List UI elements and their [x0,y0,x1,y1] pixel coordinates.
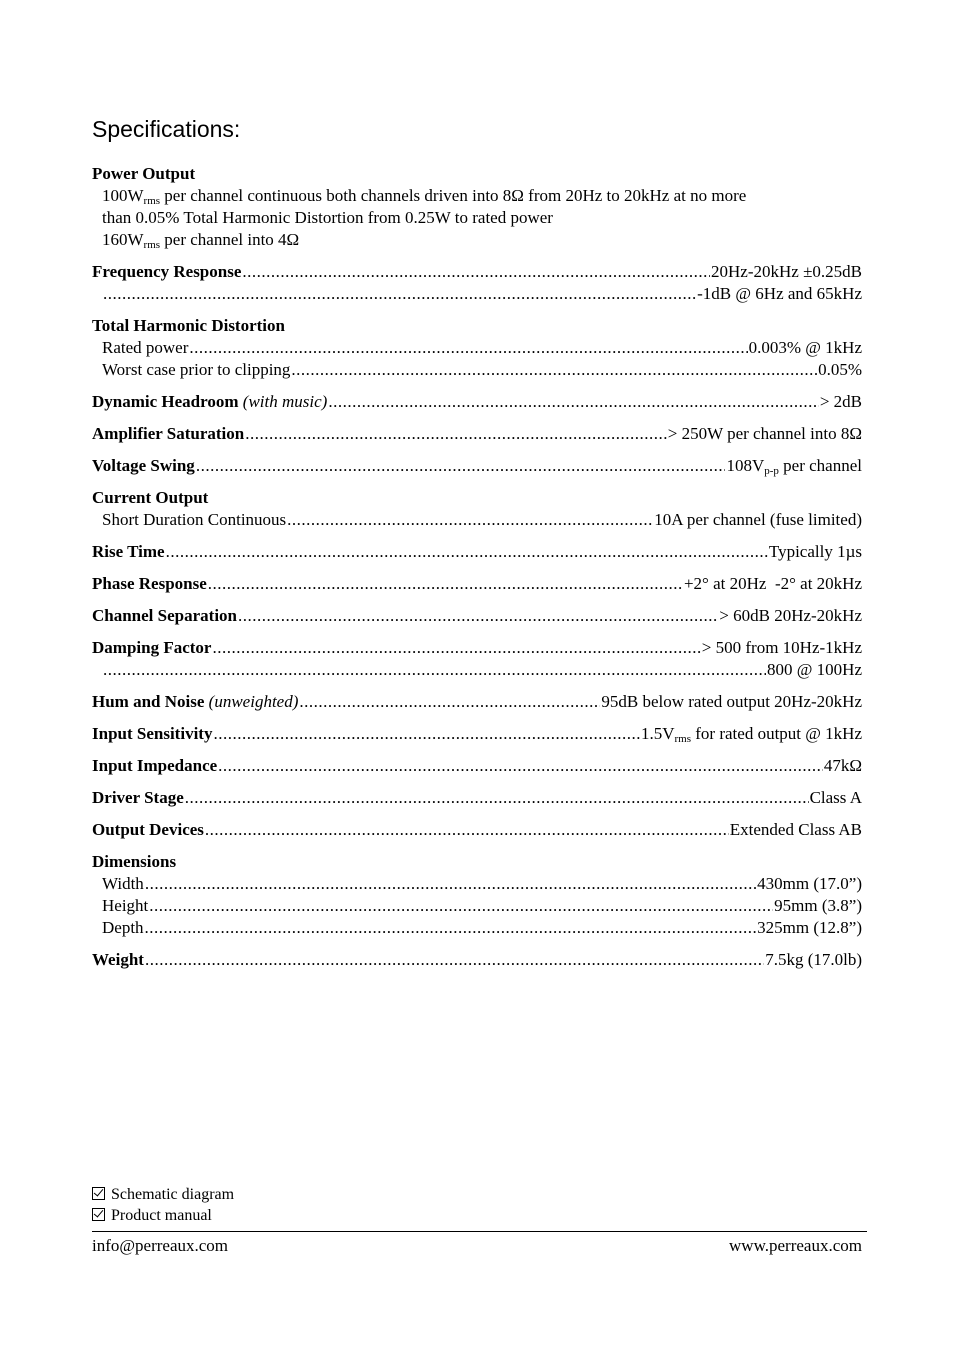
spec-label: Channel Separation [92,606,237,625]
spec-output-devices [92,819,862,841]
spec-label: Phase Response [92,574,207,593]
spec-label: Height [102,896,149,915]
spec-row [92,261,862,283]
spec-value: 47kΩ [823,756,862,775]
leader-dots [196,455,726,477]
subscript: rms [674,733,692,745]
spec-label: Voltage Swing [92,456,195,475]
spec-channel-separation [92,605,862,627]
check-item [92,1205,234,1226]
spec-label: Dynamic Headroom [92,392,239,411]
leader-dots [145,949,764,971]
subscript: p-p [764,465,779,477]
spec-row [92,895,862,917]
spec-label: Driver Stage [92,788,184,807]
spec-value: 325mm (12.8”) [757,918,862,937]
spec-row [92,359,862,381]
leader-dots [238,605,718,627]
spec-value: 0.05% [818,360,862,379]
leader-dots [189,337,747,359]
spec-thd [92,315,862,381]
spec-label: Rise Time [92,542,165,561]
spec-power-output [92,163,862,251]
spec-current-output [92,487,862,531]
checked-box-icon [92,1187,105,1200]
leader-dots [145,873,756,895]
check-item-label: Product manual [111,1207,212,1224]
spec-value: 10A per channel (fuse limited) [654,510,862,529]
spec-rise-time [92,541,862,563]
spec-row [92,283,862,305]
footer-divider [92,1231,867,1232]
page-title: Specifications: [92,116,241,142]
subscript: rms [143,195,161,207]
spec-label: Frequency Response [92,262,242,281]
leader-dots [245,423,667,445]
spec-damping-factor [92,637,862,681]
check-item [92,1184,234,1205]
spec-label: Amplifier Saturation [92,424,245,443]
spec-text-part: per channel continuous both channels driven into 8Ω from 20Hz to 20kHz at no more [160,186,747,205]
spec-row [92,819,862,841]
spec-row [92,337,862,359]
spec-label: Hum and Noise [92,692,205,711]
leader-dots [287,509,653,531]
spec-heading: Total Harmonic Distortion [92,316,285,335]
spec-label: Short Duration Continuous [102,510,287,529]
spec-phase-response [92,573,862,595]
checked-box-icon [92,1208,105,1221]
spec-row [92,873,862,895]
spec-input-impedance [92,755,862,777]
spec-row [92,637,862,659]
leader-dots [208,573,683,595]
spec-frequency-response [92,261,862,305]
spec-text-part: per channel into 4Ω [160,230,300,249]
leader-dots [149,895,773,917]
spec-label: Worst case prior to clipping [102,360,291,379]
leader-dots [103,283,696,305]
spec-text [92,185,862,207]
leader-dots [205,819,729,841]
spec-value: Extended Class AB [729,820,862,839]
spec-value-part: per channel [778,456,862,475]
spec-text: than 0.05% Total Harmonic Distortion from 0.25W to rated power [102,208,553,227]
spec-value: Class A [809,788,862,807]
spec-row [92,917,862,939]
spec-value [726,455,862,477]
check-item-label: Schematic diagram [111,1186,235,1203]
leader-dots [166,541,768,563]
footer-website[interactable]: www.perreaux.com [729,1236,862,1255]
leader-dots [299,691,600,713]
spec-row [92,755,862,777]
spec-hum-noise [92,691,862,713]
leader-dots [218,755,823,777]
footer [92,1236,862,1256]
spec-amplifier-saturation [92,423,862,445]
spec-row [92,949,862,971]
spec-text [92,229,862,251]
spec-text-part: 100W [102,186,144,205]
spec-note: (with music) [242,392,328,411]
spec-input-sensitivity [92,723,862,745]
spec-value: 7.5kg (17.0lb) [765,950,862,969]
spec-value: 20Hz-20kHz ±0.25dB [711,262,862,281]
leader-dots [212,637,700,659]
spec-row [92,723,862,745]
spec-dynamic-headroom [92,391,862,413]
spec-value [641,723,862,745]
leader-dots [328,391,818,413]
leader-dots [185,787,809,809]
spec-value: > 250W per channel into 8Ω [667,424,862,443]
spec-row [92,509,862,531]
spec-heading: Current Output [92,488,209,507]
spec-row [92,691,862,713]
spec-weight [92,949,862,971]
spec-label: Damping Factor [92,638,212,657]
spec-value: 800 @ 100Hz [767,660,862,679]
spec-heading: Dimensions [92,852,177,871]
leader-dots [242,261,710,283]
spec-voltage-swing [92,455,862,477]
spec-label: Depth [102,918,144,937]
spec-label: Output Devices [92,820,204,839]
spec-heading: Power Output [92,164,196,183]
spec-row [92,423,862,445]
spec-value-part: for rated output @ 1kHz [691,724,862,743]
spec-row [92,455,862,477]
subscript: rms [143,239,161,251]
spec-value-part: 1.5V [640,724,675,743]
spec-label: Width [102,874,144,893]
included-items [92,1184,234,1226]
spec-row [92,787,862,809]
spec-value: > 60dB 20Hz-20kHz [719,606,862,625]
spec-value: 95dB below rated output 20Hz-20kHz [601,692,862,711]
specifications-list [92,163,862,981]
leader-dots [213,723,640,745]
spec-value: 95mm (3.8”) [774,896,862,915]
spec-text-part: 160W [102,230,144,249]
spec-row [92,605,862,627]
spec-label: Weight [92,950,144,969]
spec-dimensions [92,851,862,939]
spec-label: Input Sensitivity [92,724,213,743]
spec-driver-stage [92,787,862,809]
spec-label: Rated power [102,338,189,357]
footer-email[interactable]: info@perreaux.com [92,1236,229,1255]
leader-dots [291,359,817,381]
spec-row [92,573,862,595]
spec-note: (unweighted) [208,692,299,711]
spec-label: Input Impedance [92,756,218,775]
spec-value: 0.003% @ 1kHz [748,338,862,357]
spec-value: Typically 1µs [768,542,862,561]
spec-value: > 500 from 10Hz-1kHz [701,638,862,657]
spec-value: > 2dB [819,392,862,411]
spec-value-part: 108V [726,456,765,475]
leader-dots [103,659,766,681]
spec-row [92,541,862,563]
spec-row [92,659,862,681]
leader-dots [145,917,757,939]
spec-value: -1dB @ 6Hz and 65kHz [697,284,862,303]
spec-row [92,391,862,413]
spec-value: 430mm (17.0”) [757,874,862,893]
spec-value: +2° at 20Hz -2° at 20kHz [683,574,862,593]
